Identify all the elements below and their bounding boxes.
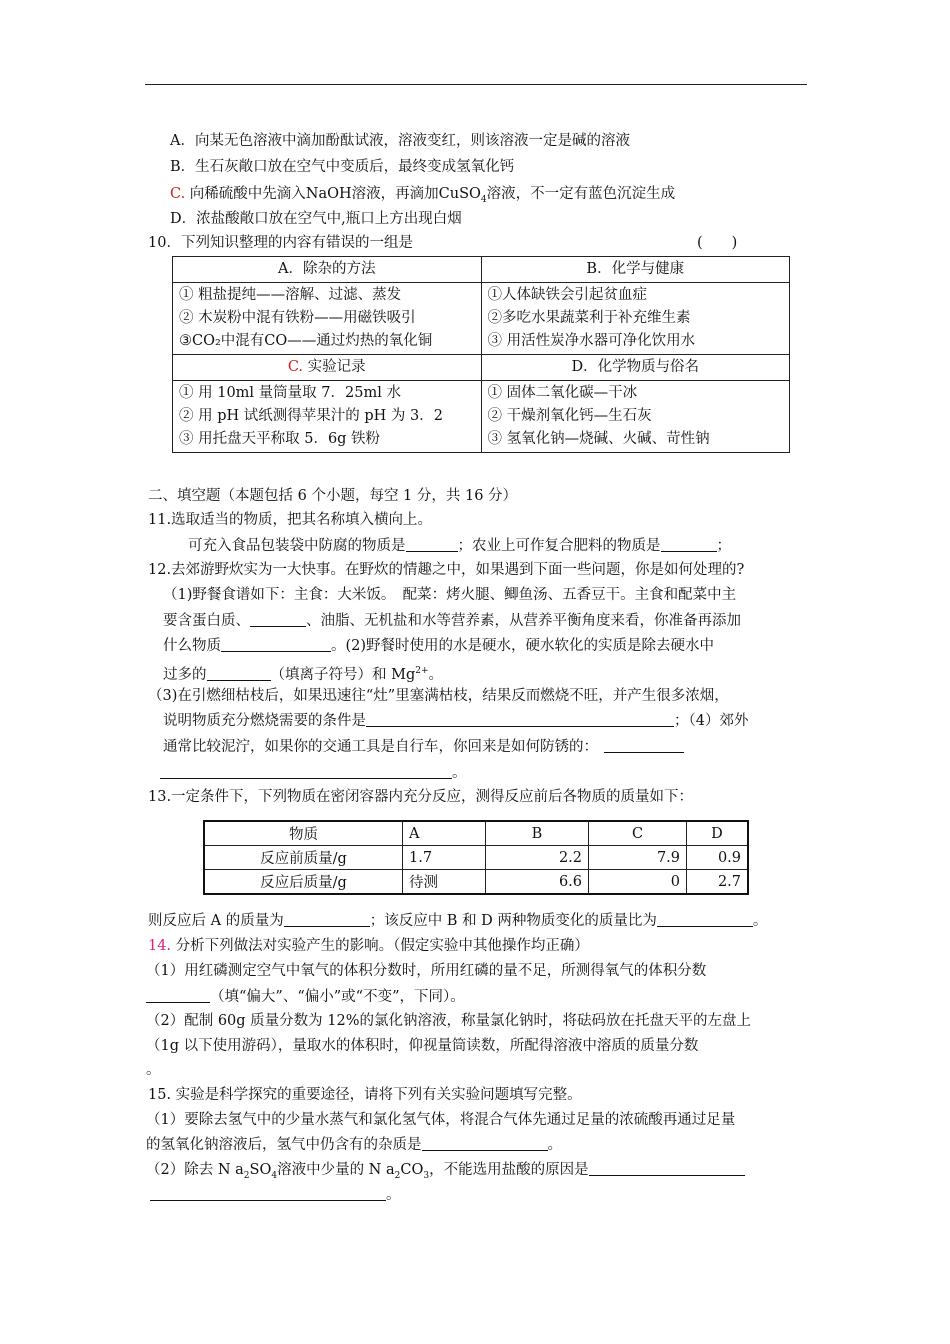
cell-d-head: D．化学物质与俗名: [481, 355, 790, 381]
q12-line-1: （1)野餐食谱如下：主食：大米饭。 配菜：烤火腿、鲫鱼汤、五香豆干。主食和配菜中主: [163, 587, 737, 603]
q14-blank-1[interactable]: [146, 988, 210, 1003]
q15-part-1: （1）要除去氢气中的少量水蒸气和氯化氢气体，将混合气体先通过足量的浓硫酸再通过足量: [146, 1112, 736, 1128]
q9-option-b: B．生石灰敞口放在空气中变质后，最终变成氢氧化钙: [170, 159, 515, 175]
header-rule: [145, 84, 807, 85]
q9-option-c: C. 向稀硫酸中先滴入NaOH溶液，再滴加CuSO$_4$溶液，不一定有蓝色沉淀生成: [170, 186, 676, 205]
q14-part-2b: （1g 以下使用游码），量取水的体积时，仰视量筒读数，所配得溶液中溶质的质量分数: [146, 1038, 699, 1054]
q12-line-6: 说明物质充分燃烧需要的条件是 ；（4）郊外: [163, 713, 749, 729]
q10-answer-paren: ( ): [697, 235, 738, 251]
q13-stem: 13.一定条件下，下列物质在密闭容器内充分反应，测得反应前后各物质的质量如下：: [148, 789, 694, 805]
q12-line-7: 通常比较泥泞，如果你的交通工具是自行车，你回来是如何防锈的：: [163, 737, 684, 757]
cell-b-items: ①人体缺铁会引起贫血症 ②多吃水果蔬菜利于补充维生素 ③ 用活性炭净水器可净化饮用水: [481, 283, 790, 355]
cell-b-head: B．化学与健康: [481, 257, 790, 283]
q15-blank-1[interactable]: [422, 1136, 548, 1151]
q13-blank-ratio[interactable]: [657, 912, 753, 927]
q15-blank-2a[interactable]: [589, 1161, 745, 1176]
q12-blank-rust-1[interactable]: [604, 738, 684, 753]
q11-blank-1[interactable]: [406, 537, 458, 552]
q9-option-c-letter: C.: [170, 186, 186, 202]
q10-knowledge-table: [172, 256, 790, 453]
q15-part-2b: 。: [150, 1185, 401, 1205]
cell-a-head: A．除杂的方法: [173, 257, 482, 283]
q13-blank-a-mass[interactable]: [284, 912, 370, 927]
q11-blank-2[interactable]: [661, 537, 717, 552]
q12-blank-condition[interactable]: [366, 712, 674, 727]
table-row: 反应前质量/g 1.7 2.2 7.9 0.9: [204, 846, 748, 870]
q12-blank-nutrient[interactable]: [250, 612, 306, 627]
th-c: C: [589, 821, 687, 846]
q12-blank-ion[interactable]: [207, 666, 271, 681]
q14-stem: 14. 分析下列做法对实验产生的影响。（假定实验中其他操作均正确）: [148, 938, 589, 954]
q12-line-5: （3)在引燃细枯枝后，如果迅速往“灶”里塞满枯枝，结果反而燃烧不旺，并产生很多浓烟，: [148, 688, 729, 704]
q12-stem: 12.去郊游野炊实为一大快事。在野炊的情趣之中，如果遇到下面一些问题，你是如何处理的?: [148, 562, 745, 578]
q13-answer-line: 则反应后 A 的质量为 ；该反应中 B 和 D 两种物质变化的质量比为 。: [148, 913, 768, 929]
cell-c-items: ① 用 10ml 量筒量取 7．25ml 水 ② 用 pH 试纸测得苹果汁的 pH 为 3．2 ③ 用托盘天平称取 5．6g 铁粉: [173, 381, 482, 453]
q14-part-1: （1）用红磷测定空气中氧气的体积分数时，所用红磷的量不足，所测得氧气的体积分数: [146, 963, 707, 979]
th-a: A: [403, 821, 486, 846]
q15-blank-2b[interactable]: [150, 1186, 386, 1201]
q10-stem: 10．下列知识整理的内容有错误的一组是: [148, 235, 413, 251]
table-row: 反应后质量/g 待测 6.6 0 2.7: [204, 870, 748, 895]
q15-part-2: （2）除去 N $a_2SO_4$溶液中少量的 N $a_2CO_3$，不能选用盐酸的原因是: [146, 1160, 745, 1186]
q12-line-3: 什么物质 。(2)野餐时使用的水是硬水，硬水软化的实质是除去硬水中: [163, 638, 715, 654]
q9-option-d: D．浓盐酸敞口放在空气中,瓶口上方出现白烟: [170, 211, 462, 227]
q14-number: 14.: [148, 938, 172, 954]
q11-line: 可充入食品包装袋中防腐的物质是 ；农业上可作复合肥料的物质是 ；: [188, 538, 731, 554]
cell-d-items: ① 固体二氧化碳—干冰 ② 干燥剂氧化钙—生石灰 ③ 氢氧化钠—烧碱、火碱、苛性钠: [481, 381, 790, 453]
cell-a-items: ① 粗盐提纯——溶解、过滤、蒸发 ② 木炭粉中混有铁粉——用磁铁吸引 ③CO₂中混有CO——通过灼热的氧化铜: [173, 283, 482, 355]
q12-blank-food[interactable]: [221, 637, 331, 652]
q11-stem: 11.选取适当的物质，把其名称填入横向上。: [148, 512, 433, 528]
q12-line-4: 过多的 （填离子符号）和 $Mg^{2+}$。: [163, 666, 444, 683]
section-2-title: 二、填空题（本题包括 6 个小题，每空 1 分，共 16 分）: [148, 488, 518, 504]
th-substance: 物质: [204, 821, 403, 846]
cell-c-head: C. 实验记录: [173, 355, 482, 381]
q13-mass-table: [203, 820, 749, 895]
q12-blank-rust-2[interactable]: [160, 764, 452, 779]
q15-stem: 15. 实验是科学探究的重要途径，请将下列有关实验问题填写完整。: [148, 1087, 582, 1103]
q12-line-2: 要含蛋白质、 、油脂、无机盐和水等营养素，从营养平衡角度来看，你准备再添加: [163, 613, 741, 629]
q14-part-2c: 。: [146, 1062, 161, 1078]
q9-option-a: A．向某无色溶液中滴加酚酞试液，溶液变红，则该溶液一定是碱的溶液: [170, 133, 630, 149]
q14-part-2: （2）配制 60g 质量分数为 12%的氯化钠溶液，称量氯化钠时，将砝码放在托盘天平的左盘上: [146, 1013, 752, 1029]
th-d: D: [687, 821, 749, 846]
q15-part-1b: 的氢氧化钠溶液后，氢气中仍含有的杂质是 。: [146, 1137, 562, 1153]
q14-part-1b: （填“偏大”、“偏小”或“不变”，下同）。: [146, 987, 465, 1007]
th-b: B: [486, 821, 589, 846]
q12-line-8: 。: [160, 763, 467, 783]
